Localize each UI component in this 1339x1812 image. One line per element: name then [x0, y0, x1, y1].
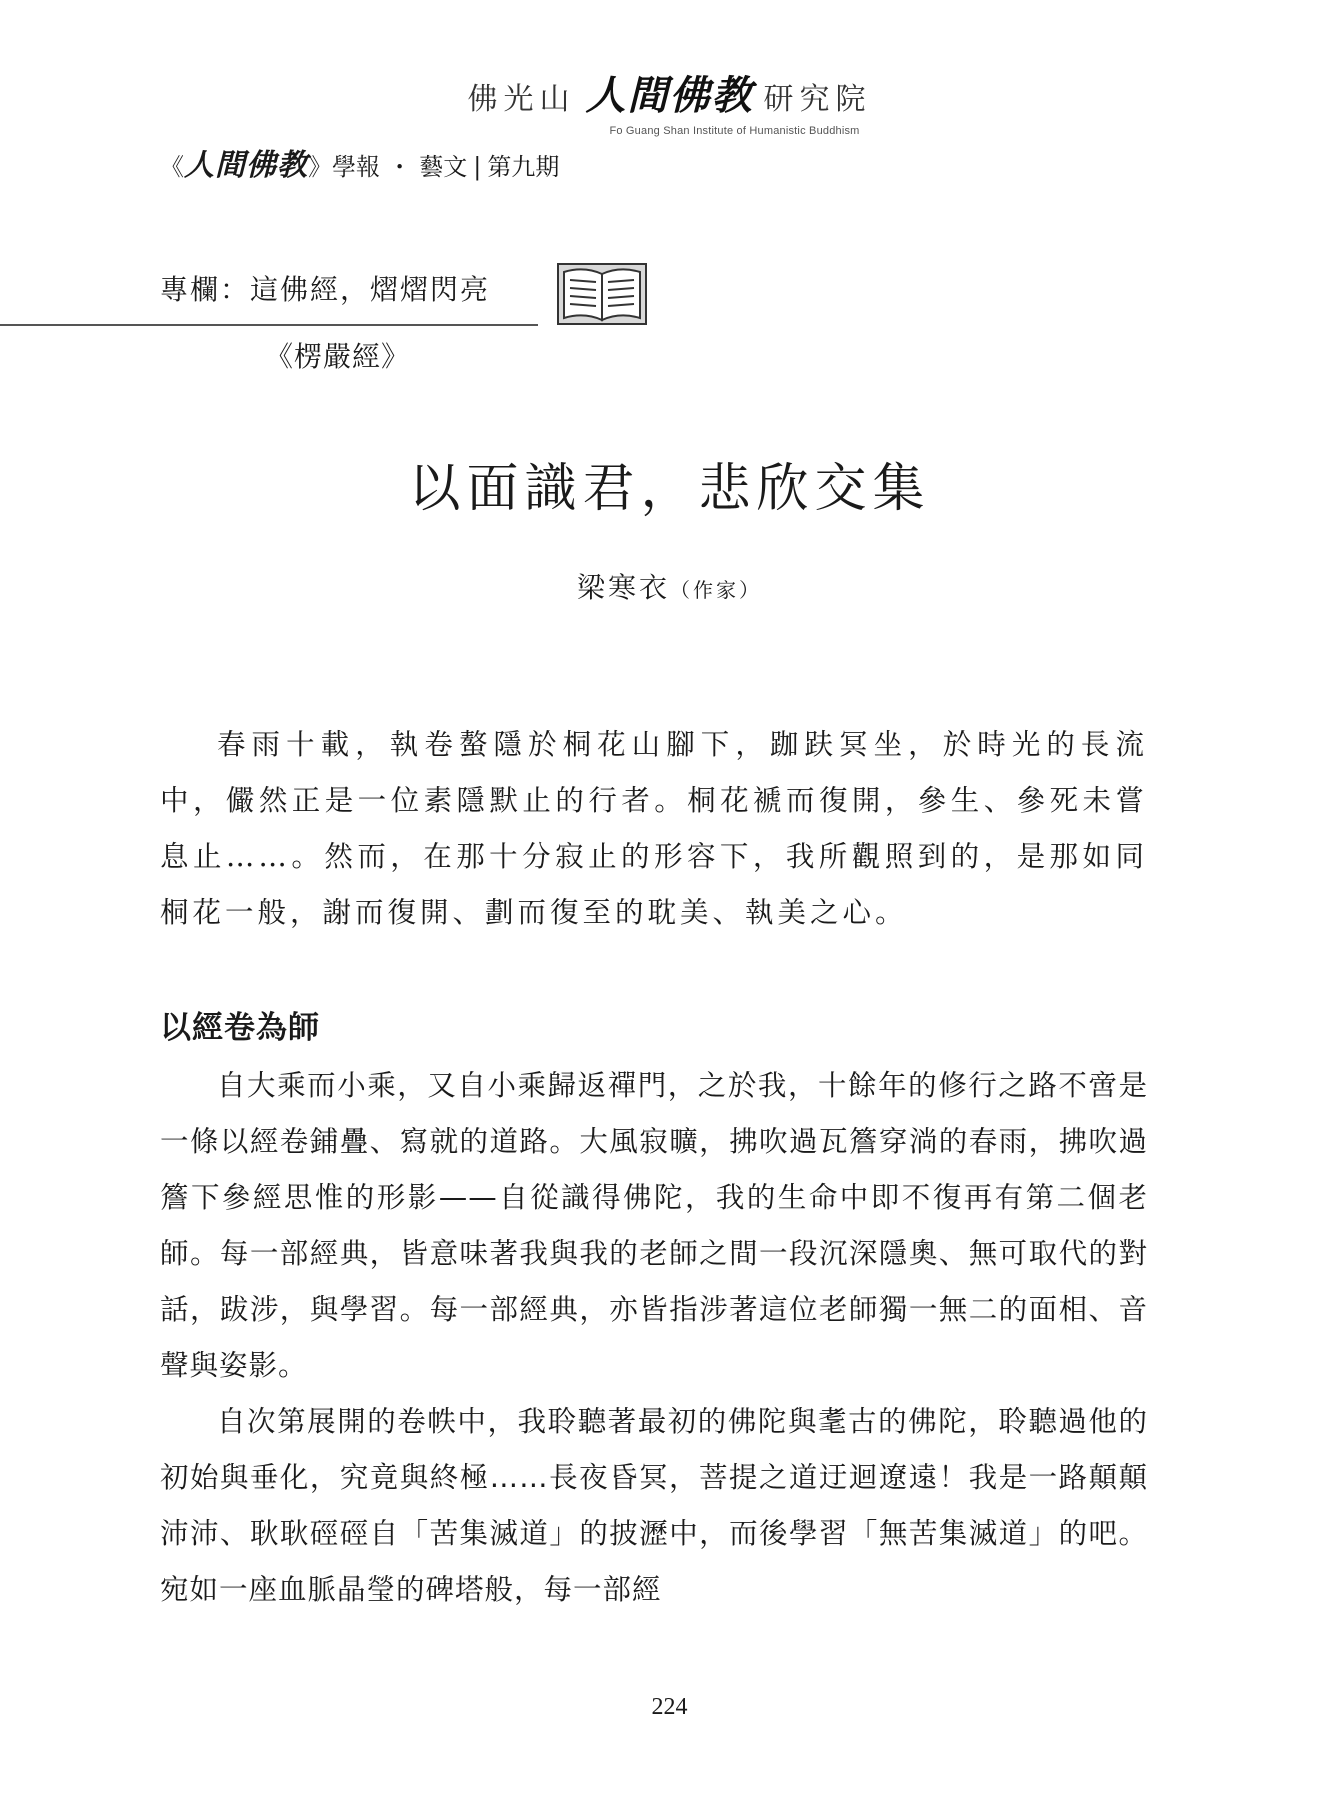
author-name: 梁寒衣	[576, 571, 670, 604]
open-book-icon	[556, 262, 648, 326]
sutra-name: 《楞嚴經》	[265, 340, 411, 373]
article-title: 以面識君，悲欣交集	[408, 459, 931, 519]
intro-paragraph: 春雨十載，執卷螯隱於桐花山腳下，跏趺冥坐，於時光的長流中，儼然正是一位素隱默止的行者。桐花褫而復開，參生、參死未嘗息止……。然而，在那十分寂止的形容下，我所觀照到的，是那如同桐花一般，謝而復開、劃而復至的耽美、執美之心。	[160, 728, 1148, 929]
journal-open-bracket: 《	[160, 153, 184, 181]
section-heading: 以經卷為師	[160, 1010, 320, 1046]
journal-issue: 第九期	[487, 153, 560, 181]
institute-name	[468, 64, 872, 121]
institute-prefix: 佛光山	[467, 82, 576, 117]
body-paragraph: 自大乘而小乘，又自小乘歸返禪門，之於我，十餘年的修行之路不啻是一條以經卷鋪疊、寫就的道路。大風寂曠，拂吹過瓦簷穿淌的春雨，拂吹過簷下參經思惟的形影——自從識得佛陀，我的生命中即不復再有第二個老師。每一部經典，皆意味著我與我的老師之間一段沉深隱奧、無可取代的對話，跋涉，與學習。每一部經典，亦皆指涉著這位老師獨一無二的面相、音聲與姿影。	[160, 1069, 1148, 1382]
institute-suffix: 研究院	[763, 82, 872, 117]
journal-brand: 人間佛教	[184, 148, 308, 183]
column-rule	[0, 324, 538, 326]
journal-header	[160, 140, 559, 184]
journal-separator: |	[473, 153, 482, 181]
institute-english-name: Fo Guang Shan Institute of Humanistic Buddhism	[609, 125, 860, 137]
article-author	[0, 566, 1339, 606]
masthead	[0, 64, 1339, 137]
institute-brand-logo: 人間佛教	[585, 72, 754, 119]
body-paragraph: 自次第展開的卷帙中，我聆聽著最初的佛陀與耄古的佛陀，聆聽過他的初始與垂化，究竟與終極……長夜昏冥，菩提之道迂迴遼遠！我是一路顛顛沛沛、耿耿硜硜自「苦集滅道」的披瀝中，而後學習「無苦集滅道」的吧。宛如一座血脈晶瑩的碑塔般，每一部經	[160, 1405, 1148, 1606]
author-role: （作家）	[670, 578, 762, 602]
column-label: 專欄：這佛經，熠熠閃亮	[160, 273, 491, 306]
page-number: 224	[651, 1694, 688, 1720]
journal-section: 》學報 ・ 藝文	[308, 153, 468, 181]
